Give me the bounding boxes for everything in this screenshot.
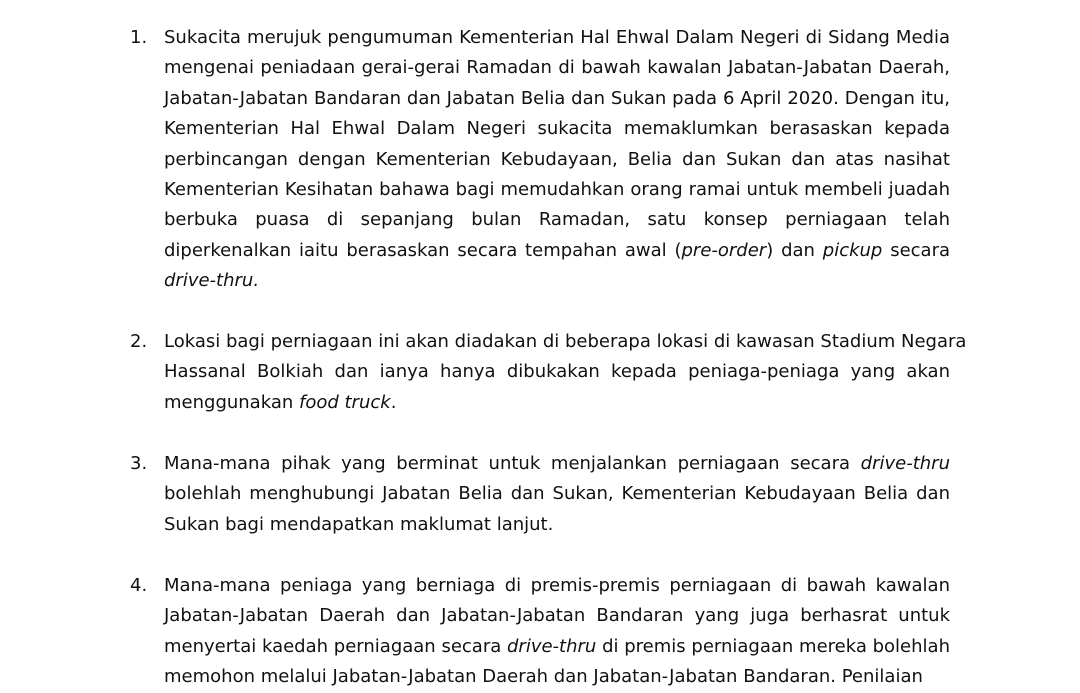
text-line	[164, 357, 950, 387]
paragraph-text	[164, 23, 950, 297]
text-line	[164, 145, 950, 175]
text-segment: Jabatan-Jabatan Daerah dan Jabatan-Jabatan Bandaran yang juga berhasrat untuk	[164, 605, 950, 627]
paragraph-number: 2.	[130, 331, 148, 352]
text-segment: perbincangan dengan Kementerian Kebudayaan, Belia dan Sukan dan atas nasihat	[164, 148, 950, 170]
text-line	[164, 479, 950, 509]
text-segment: .	[390, 391, 397, 413]
text-line	[164, 662, 950, 692]
text-line	[164, 175, 950, 205]
text-segment: Kementerian Hal Ehwal Dalam Negeri sukacita memaklumkan berasaskan kepada	[164, 118, 950, 140]
text-line	[164, 571, 950, 601]
text-segment: Sukan bagi mendapatkan maklumat lanjut.	[164, 513, 554, 535]
text-segment: Jabatan-Jabatan Bandaran dan Jabatan Belia dan Sukan pada 6 April 2020. Dengan itu,	[164, 87, 950, 109]
paragraph-text	[164, 449, 950, 540]
text-segment: menggunakan	[164, 391, 299, 413]
text-segment: mengenai peniadaan gerai-gerai Ramadan di bawah kawalan Jabatan-Jabatan Daerah,	[164, 57, 950, 79]
text-line	[164, 632, 950, 662]
text-segment: Hassanal Bolkiah dan ianya hanya dibukakan kepada peniaga-peniaga yang akan	[164, 361, 950, 383]
text-segment: ) dan	[766, 239, 823, 261]
text-segment: menyertai kaedah perniagaan secara	[164, 635, 507, 657]
text-line	[164, 236, 950, 266]
text-segment: Sukacita merujuk pengumuman Kementerian Hal Ehwal Dalam Negeri di Sidang Media	[164, 27, 950, 48]
text-line	[164, 114, 950, 144]
text-segment: di premis perniagaan mereka bolehlah	[596, 635, 950, 657]
text-line	[164, 327, 967, 357]
text-line	[164, 205, 950, 235]
text-segment: secara	[882, 239, 950, 261]
text-segment: Mana-mana peniaga yang berniaga di premis-premis perniagaan di bawah kawalan	[164, 575, 950, 596]
paragraph-number: 1.	[130, 27, 148, 48]
italic-text: pre-order	[681, 239, 767, 261]
text-segment: berbuka puasa di sepanjang bulan Ramadan, satu konsep perniagaan telah	[164, 209, 950, 231]
italic-text: food truck	[298, 391, 391, 413]
text-segment: diperkenalkan iaitu berasaskan secara tempahan awal (	[164, 239, 682, 261]
text-segment: Lokasi bagi perniagaan ini akan diadakan di beberapa lokasi di kawasan Stadium Negara	[164, 331, 967, 352]
paragraph-text	[164, 327, 967, 418]
italic-text: drive-thru	[507, 635, 597, 657]
paragraph-number: 4.	[130, 575, 148, 596]
text-line	[164, 23, 950, 53]
italic-text: drive-thru	[860, 453, 950, 474]
text-line	[164, 53, 950, 83]
text-segment: Mana-mana pihak yang berminat untuk menjalankan perniagaan secara	[164, 453, 861, 474]
italic-text: pickup	[822, 239, 883, 261]
text-segment: memohon melalui Jabatan-Jabatan Daerah dan Jabatan-Jabatan Bandaran. Penilaian	[164, 666, 923, 688]
text-line	[164, 601, 950, 631]
text-segment: Kementerian Kesihatan bahawa bagi memudahkan orang ramai untuk membeli juadah	[164, 179, 950, 201]
text-line	[164, 510, 950, 540]
text-segment: bolehlah menghubungi Jabatan Belia dan Sukan, Kementerian Kebudayaan Belia dan	[164, 483, 950, 505]
paragraph-number: 3.	[130, 453, 148, 474]
text-line	[164, 266, 950, 296]
paragraph-text	[164, 571, 950, 693]
text-line	[164, 388, 950, 418]
text-line	[164, 84, 950, 114]
text-line	[164, 449, 950, 479]
italic-text: drive-thru.	[164, 270, 260, 292]
